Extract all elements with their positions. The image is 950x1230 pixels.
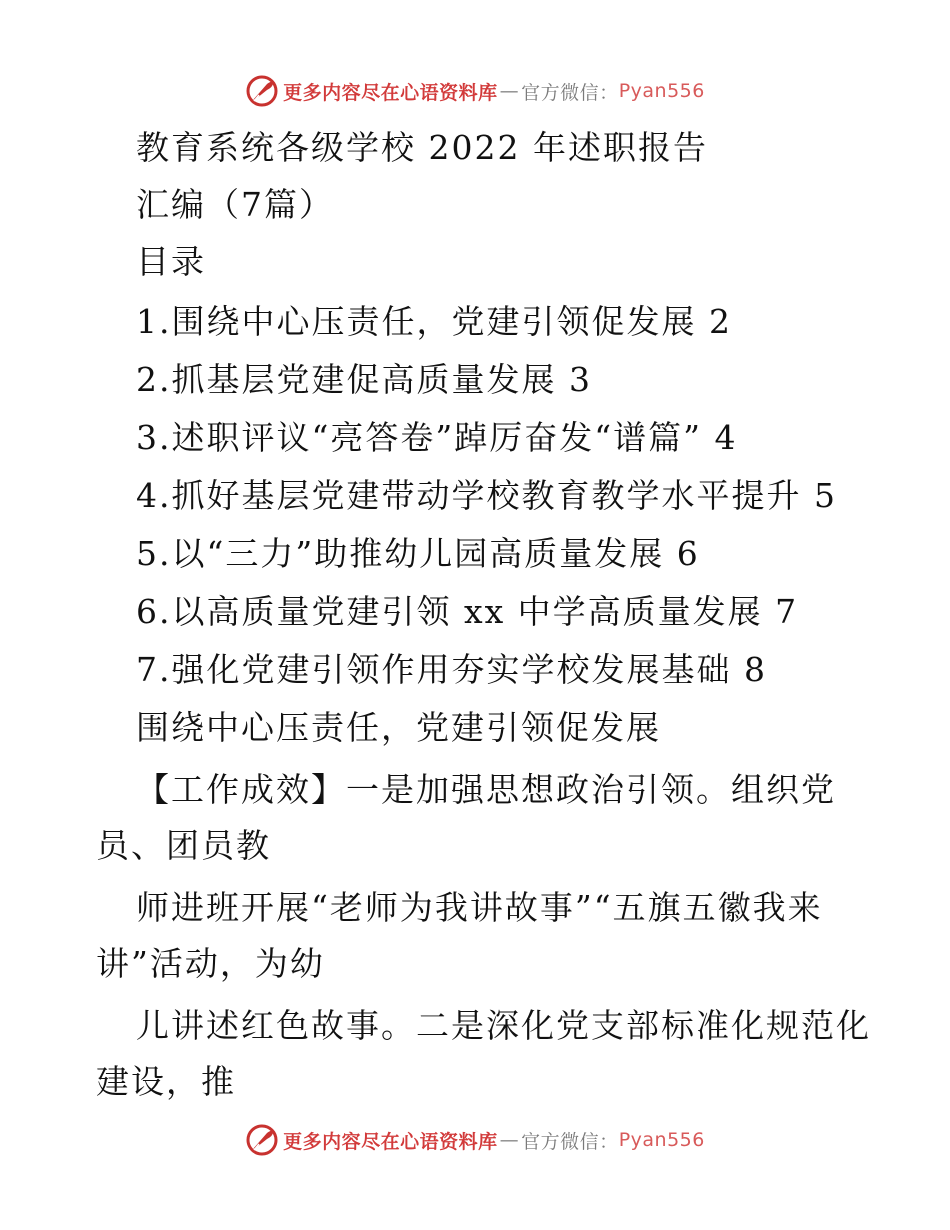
toc-item-7: 7.强化党建引领作用夯实学校发展基础 8 (136, 650, 767, 689)
watermark-sub-text: 官方微信： (521, 81, 619, 104)
watermark-separator: — (499, 80, 520, 102)
toc-item-3: 3.述职评议“亮答卷”踔厉奋发“谱篇” 4 (136, 418, 738, 457)
toc-item-6: 6.以高质量党建引领 xx 中学高质量发展 7 (136, 592, 799, 631)
watermark-wechat-id: Pyan556 (618, 1129, 705, 1151)
body-line-5: 儿讲述红色故事。二是深化党支部标准化规范化 (136, 1006, 871, 1045)
body-line-6: 建设，推 (96, 1062, 236, 1101)
toc-item-2: 2.抓基层党建促高质量发展 3 (136, 360, 592, 399)
footer-watermark (0, 1120, 950, 1160)
document-title-line-2: 汇编（7篇） (136, 185, 334, 224)
toc-item-5: 5.以“三力”助推幼儿园高质量发展 6 (136, 534, 700, 573)
toc-item-1: 1.围绕中心压责任，党建引领促发展 2 (136, 302, 732, 341)
section-title: 围绕中心压责任，党建引领促发展 (136, 708, 661, 747)
watermark-separator: — (499, 1129, 520, 1151)
header-watermark (0, 71, 950, 111)
toc-item-4: 4.抓好基层党建带动学校教育教学水平提升 5 (136, 476, 837, 515)
body-line-3: 师进班开展“老师为我讲故事”“五旗五徽我来 (136, 888, 823, 927)
feather-pen-logo-icon (245, 74, 279, 108)
body-line-4: 讲”活动，为幼 (96, 944, 325, 983)
watermark-wechat-id: Pyan556 (618, 80, 705, 102)
watermark-main-text: 更多内容尽在心语资料库 (283, 81, 498, 104)
document-title-line-1: 教育系统各级学校 2022 年述职报告 (136, 128, 708, 167)
body-line-2: 员、团员教 (96, 826, 271, 865)
watermark-sub-text: 官方微信： (521, 1130, 619, 1153)
watermark-main-text: 更多内容尽在心语资料库 (283, 1130, 498, 1153)
feather-pen-logo-icon (245, 1123, 279, 1157)
body-line-1: 【工作成效】一是加强思想政治引领。组织党 (136, 770, 836, 809)
toc-heading: 目录 (136, 242, 206, 281)
